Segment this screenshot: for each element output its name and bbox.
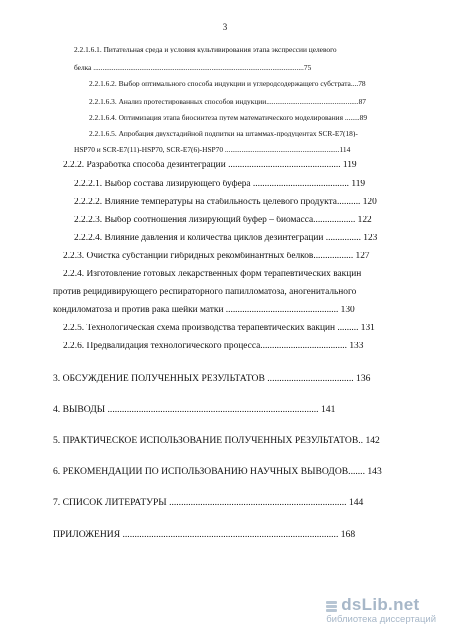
toc-entry[interactable]: кондиломатоза и против рака шейки матки ................................................ 130 (53, 306, 355, 315)
toc-entry[interactable]: ПРИЛОЖЕНИЯ .......................................................................................... 168 (53, 530, 356, 540)
toc-entry[interactable]: 4. ВЫВОДЫ ........................................................................................ 141 (53, 405, 336, 415)
toc-entry[interactable]: 2.2.4. Изготовление готовых лекарственных форм терапевтических вакцин (63, 270, 362, 279)
watermark-logo: dsLib.net (326, 595, 436, 615)
toc-entry[interactable]: 2.2.2.2. Влияние температуры на стабильность целевого продукта.......... 120 (74, 198, 377, 207)
toc-entry[interactable]: против рецидивирующего респираторного папилломатоза, аногенитального (53, 288, 357, 297)
toc-entry[interactable]: 2.2.2.4. Влияние давления и количества циклов дезинтеграции ............... 123 (74, 234, 378, 243)
toc-entry[interactable]: 2.2.2. Разработка способа дезинтеграции ................................................ 119 (63, 161, 357, 170)
toc-entry[interactable]: 2.2.2.3. Выбор соотношения лизирующий буфер – биомасса.................. 122 (74, 216, 372, 225)
toc-entry[interactable]: HSP70 и SCR-E7(11)-HSP70, SCR-E7(6)-HSP70 ..............................................................114 (74, 146, 351, 154)
toc-entry[interactable]: 2.2.6. Предвалидация технологического процесса..................................... 133 (63, 342, 364, 351)
toc-entry[interactable]: 2.2.1.6.5. Апробация двухстадийной подпитки на штаммах-продуцентах SCR-E7(18)- (89, 130, 358, 138)
toc-entry[interactable]: 2.2.5. Технологическая схема производства терапевтических вакцин ......... 131 (63, 324, 375, 333)
watermark-subtitle: библиотека диссертаций (326, 614, 436, 625)
toc-entry[interactable]: 6. РЕКОМЕНДАЦИИ ПО ИСПОЛЬЗОВАНИЮ НАУЧНЫХ ВЫВОДОВ....... 143 (53, 467, 382, 477)
toc-entry[interactable]: 7. СПИСОК ЛИТЕРАТУРЫ .......................................................................... 144 (53, 498, 364, 508)
toc-entry[interactable]: 2.2.3. Очистка субстанции гибридных рекомбинантных белков................. 127 (63, 252, 370, 261)
toc-entry[interactable]: 2.2.1.6.1. Питательная среда и условия культивирования этапа экспрессии целевого (74, 46, 337, 54)
toc-entry[interactable]: 2.2.1.6.2. Выбор оптимального способа индукции и углеродсодержащего субстрата....78 (89, 80, 366, 88)
toc-entry[interactable]: 5. ПРАКТИЧЕСКОЕ ИСПОЛЬЗОВАНИЕ ПОЛУЧЕННЫХ РЕЗУЛЬТАТОВ.. 142 (53, 436, 380, 446)
toc-entry[interactable]: 3. ОБСУЖДЕНИЕ ПОЛУЧЕННЫХ РЕЗУЛЬТАТОВ .................................... 136 (53, 374, 371, 384)
toc-entry[interactable]: белка ..................................................................................................................75 (74, 64, 312, 72)
watermark[interactable] (326, 595, 436, 625)
books-icon (326, 600, 337, 613)
page-number: 3 (222, 22, 228, 32)
toc-entry[interactable]: 2.2.1.6.4. Оптимизация этапа биосинтеза путем математического моделирования ........89 (89, 114, 368, 122)
toc-entry[interactable]: 2.2.2.1. Выбор состава лизирующего буфера ......................................... 119 (74, 180, 366, 189)
toc-entry[interactable]: 2.2.1.6.3. Анализ протестированных способов индукции..................................................87 (89, 98, 366, 106)
